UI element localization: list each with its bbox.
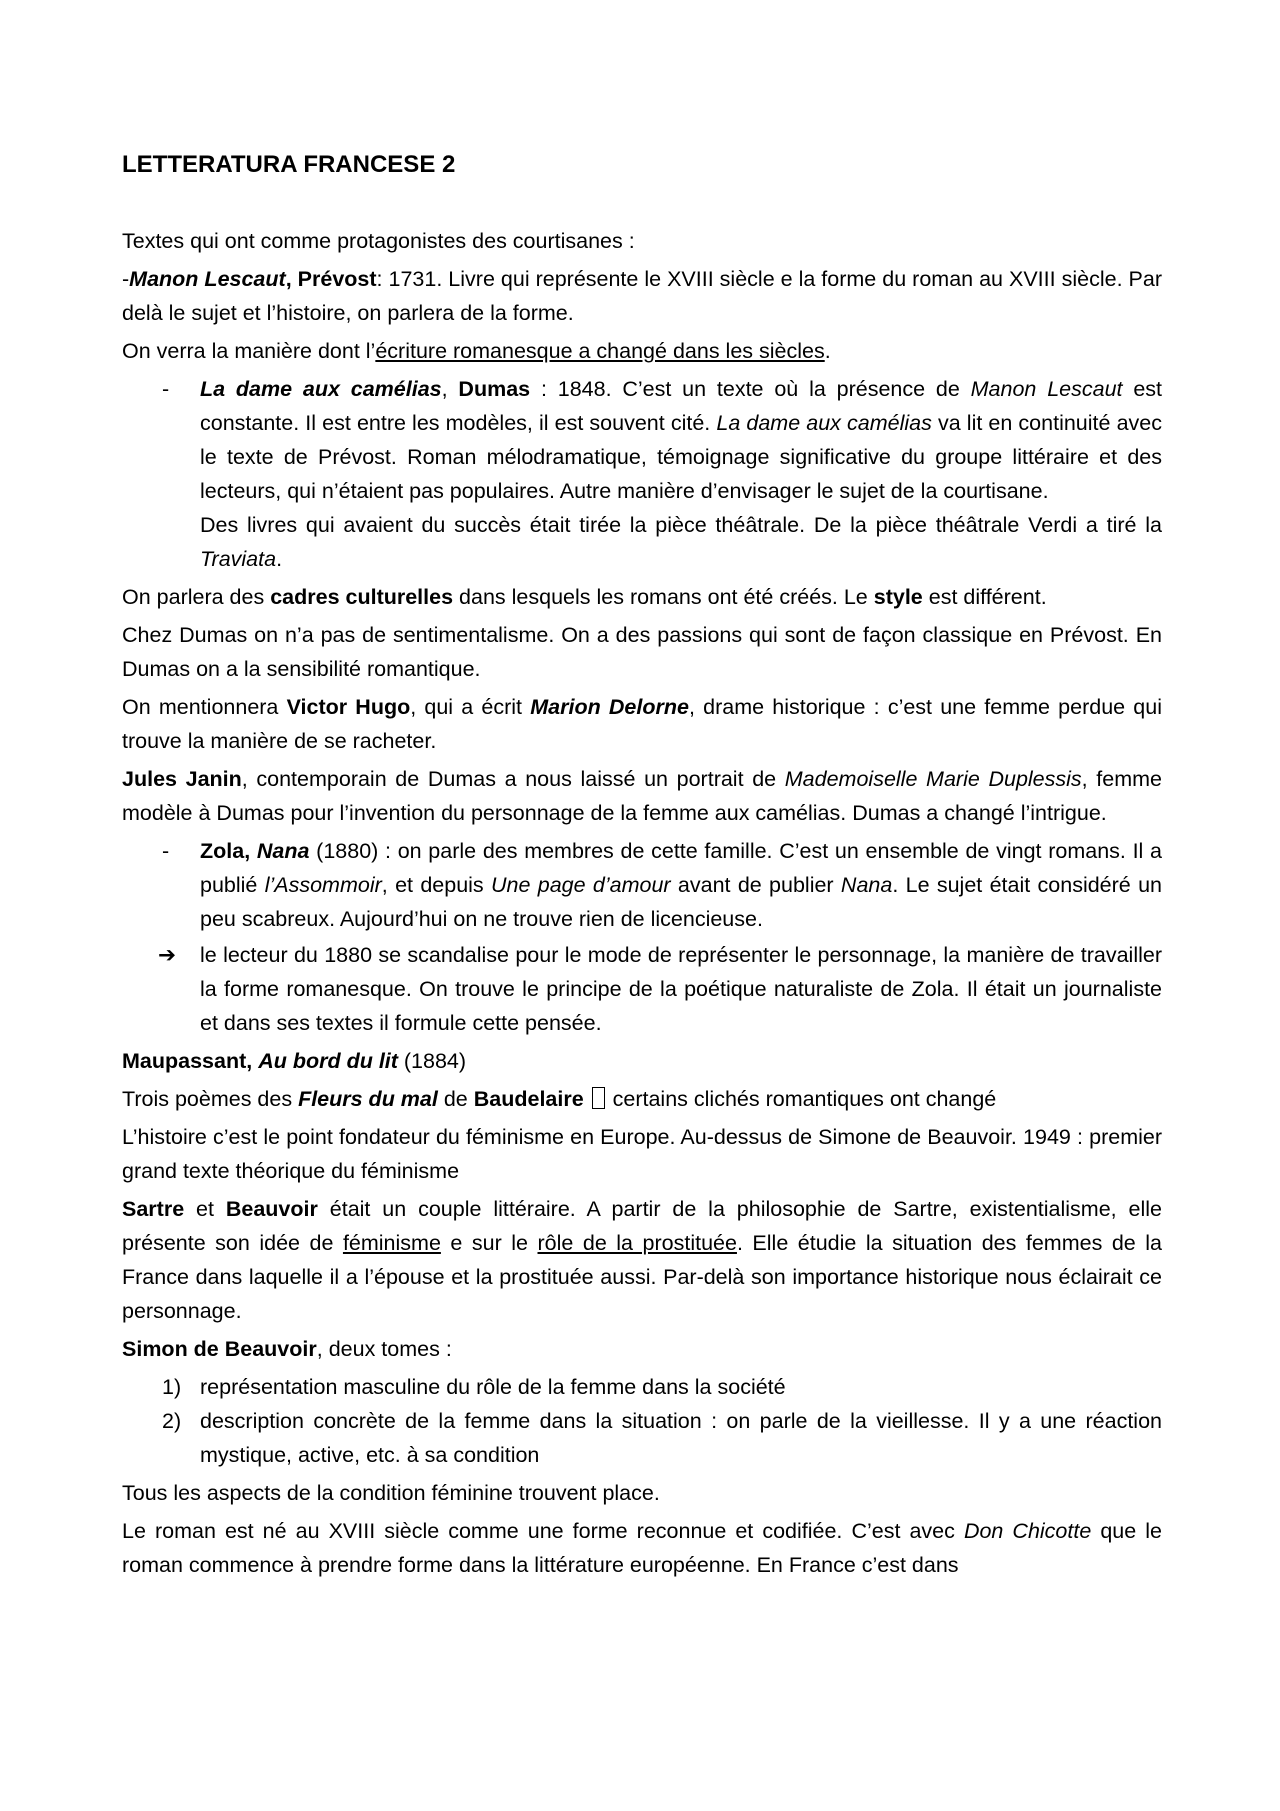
feminisme-paragraph: L’histoire c’est le point fondateur du féminisme en Europe. Au-dessus de Simone de Beauvoir. 1949 : premier grand texte théorique du féminisme — [122, 1125, 1162, 1183]
arrow-right-icon: ➔ — [158, 943, 177, 967]
baudelaire-paragraph: Trois poèmes des Fleurs du mal de Baudelaire certains clichés romantiques ont changé — [122, 1087, 997, 1111]
manon-paragraph: -Manon Lescaut, Prévost: 1731. Livre qui représente le XVIII siècle e la forme du roman au XVIII siècle. Par delà le sujet et l’histoire, on parlera de la forme. — [122, 267, 1162, 325]
dash-marker: - — [162, 839, 170, 863]
number-marker: 2) — [162, 1409, 182, 1433]
list-item-zola: - Zola, Nana (1880) : on parle des membres de cette famille. C’est un ensemble de vingt romans. Il a publié l’Assommoir, et depuis Une page d’amour avant de publier Nana. Le sujet était considéré un peu scabreux. Aujourd’hui on ne trouve rien de licencieuse. — [122, 834, 1162, 936]
intro-paragraph: Textes qui ont comme protagonistes des courtisanes : — [122, 229, 635, 253]
maupassant-paragraph: Maupassant, Au bord du lit (1884) — [122, 1049, 467, 1073]
dash-marker: - — [162, 377, 170, 401]
numbered-item-1: 1) représentation masculine du rôle de la femme dans la société — [122, 1370, 1162, 1404]
deux-tomes-paragraph: Simon de Beauvoir, deux tomes : — [122, 1337, 452, 1361]
sentimentalisme-paragraph: Chez Dumas on n’a pas de sentimentalisme. On a des passions qui sont de façon classique en Prévost. En Dumas on a la sensibilité romantique. — [122, 623, 1162, 681]
list-item-arrow: ➔ le lecteur du 1880 se scandalise pour le mode de représenter le personnage, la manière de travailler la forme romanesque. On trouve le principe de la poétique naturaliste de Zola. Il était un journaliste et dans ses textes il formule cette pensée. — [122, 938, 1162, 1040]
number-marker: 1) — [162, 1375, 182, 1399]
missing-glyph-icon — [592, 1087, 605, 1109]
document-title: LETTERATURA FRANCESE 2 — [122, 151, 456, 178]
ecriture-paragraph: On verra la manière dont l’écriture romanesque a changé dans les siècles. — [122, 339, 831, 363]
janin-paragraph: Jules Janin, contemporain de Dumas a nous laissé un portrait de Mademoiselle Marie Duplessis, femme modèle à Dumas pour l’invention du personnage de la femme aux camélias. Dumas a changé l’intrigue. — [122, 767, 1162, 825]
document-page — [122, 148, 1162, 1586]
roman-paragraph: Le roman est né au XVIII siècle comme une forme reconnue et codifiée. C’est avec Don Chicotte que le roman commence à prendre forme dans la littérature européenne. En France c’est dans — [122, 1519, 1162, 1577]
sartre-beauvoir-paragraph: Sartre et Beauvoir était un couple littéraire. A partir de la philosophie de Sartre, existentialisme, elle présente son idée de féminisme e sur le rôle de la prostituée. Elle étudie la situation des femmes de la France dans laquelle il a l’épouse et la prostituée aussi. Par-delà son importance historique nous éclairait ce personnage. — [122, 1197, 1163, 1323]
condition-feminine-paragraph: Tous les aspects de la condition féminine trouvent place. — [122, 1481, 660, 1505]
numbered-item-2: 2) description concrète de la femme dans la situation : on parle de la vieillesse. Il y a une réaction mystique, active, etc. à sa condition — [122, 1404, 1162, 1472]
cadres-paragraph: On parlera des cadres culturelles dans lesquels les romans ont été créés. Le style est différent. — [122, 585, 1047, 609]
hugo-paragraph: On mentionnera Victor Hugo, qui a écrit Marion Delorne, drame historique : c’est une femme perdue qui trouve la manière de se racheter. — [122, 695, 1162, 753]
list-item-dumas: - La dame aux camélias, Dumas : 1848. C’est un texte où la présence de Manon Lescaut est constante. Il est entre les modèles, il est souvent cité. La dame aux camélias va lit en continuité avec le texte de Prévost. Roman mélodramatique, témoignage significative du groupe littéraire et des lecteurs, qui n’étaient pas populaires. Autre manière d’envisager le sujet de la courtisane. Des livres qui avaient du succès était tirée la pièce théâtrale. De la pièce théâtrale Verdi a tiré la Traviata. — [122, 372, 1162, 576]
